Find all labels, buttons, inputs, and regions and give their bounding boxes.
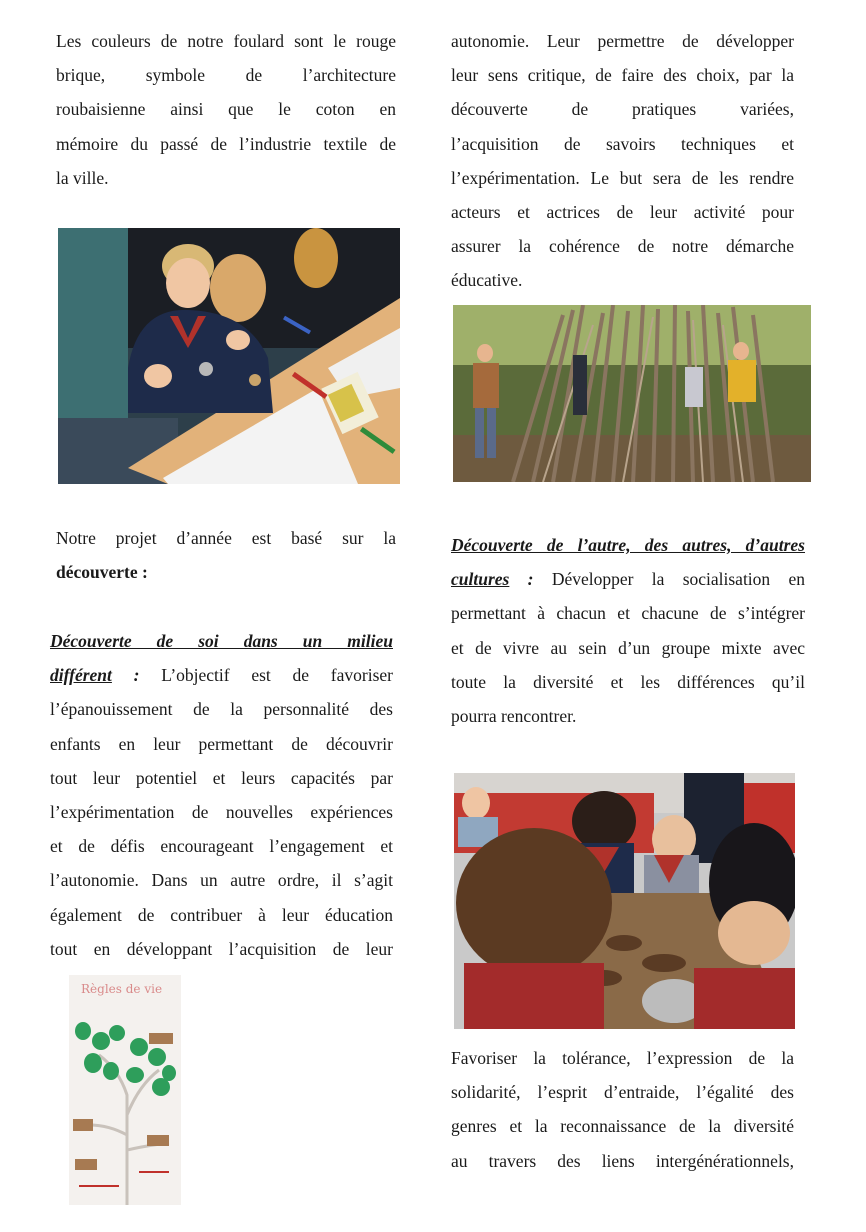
project-intro-paragraph bbox=[56, 521, 396, 589]
others-discovery-heading-cont: cultures bbox=[451, 569, 510, 590]
text-line: Développer la socialisation en bbox=[551, 569, 805, 590]
text-line: pourra rencontrer. bbox=[451, 706, 577, 727]
tolerance-paragraph bbox=[451, 1041, 794, 1178]
text-line: Les couleurs de notre foulard sont le rouge bbox=[56, 31, 396, 51]
text-line: également de contribuer à leur éducation bbox=[50, 904, 393, 925]
poster-title: Règles de vie bbox=[81, 982, 163, 996]
text-line: tout leur potentiel et leurs capacités par bbox=[50, 767, 393, 788]
text-line: L’objectif est de favoriser bbox=[161, 665, 393, 686]
others-discovery-section bbox=[451, 528, 805, 733]
photo-stick-hut-forest-image bbox=[453, 305, 811, 482]
autonomy-paragraph bbox=[451, 24, 794, 298]
text-line: Favoriser la tolérance, l’expression de la bbox=[451, 1048, 794, 1068]
text-line: solidarité, l’esprit d’entraide, l’égalité des bbox=[451, 1082, 794, 1103]
self-discovery-heading-cont: différent bbox=[50, 665, 112, 686]
others-discovery-heading: Découverte de l’autre, des autres, d’autres bbox=[451, 535, 805, 555]
photo-scout-boy-at-table bbox=[58, 228, 400, 484]
text-line: l’expérimentation de nouvelles expériences bbox=[50, 802, 393, 823]
discovery-keyword: découverte : bbox=[56, 562, 148, 583]
text-line: l’autonomie. Dans un autre ordre, il s’agit bbox=[50, 870, 393, 891]
text-line: permettant à chacun et chacune de s’intégrer bbox=[451, 603, 805, 624]
text-line: toute la diversité et les différences qu’il bbox=[451, 671, 805, 692]
photo-stick-hut-forest bbox=[453, 305, 811, 482]
heading-colon: : bbox=[509, 569, 534, 590]
heading-colon: : bbox=[111, 665, 140, 686]
photo-handprint-tree-poster bbox=[69, 975, 181, 1205]
text-line: brique, symbole de l’architecture bbox=[56, 65, 396, 86]
photo-children-group-activity-image bbox=[454, 773, 795, 1029]
text-line: l’épanouissement de la personnalité des bbox=[50, 699, 393, 720]
text-line: mémoire du passé de l’industrie textile de bbox=[56, 133, 396, 154]
text-line: acteurs et actrices de leur activité pour bbox=[451, 202, 794, 223]
text-line: leur sens critique, de faire des choix, par la bbox=[451, 65, 794, 86]
photo-children-group-activity bbox=[454, 773, 795, 1029]
text-line: tout en développant l’acquisition de leur bbox=[50, 938, 393, 959]
self-discovery-section bbox=[50, 624, 393, 966]
text-line: roubaisienne ainsi que le coton en bbox=[56, 99, 396, 120]
text-line: assurer la cohérence de notre démarche bbox=[451, 236, 794, 257]
photo-handprint-tree-poster-image bbox=[69, 975, 181, 1205]
text-line: l’expérimentation. Le but sera de les rendre bbox=[451, 167, 794, 188]
photo-scout-boy-at-table-image bbox=[58, 228, 400, 484]
scarf-colors-paragraph bbox=[56, 24, 396, 195]
text-line: la ville. bbox=[56, 167, 109, 188]
text-line: et de vivre au sein d’un groupe mixte avec bbox=[451, 637, 805, 658]
text-line: l’acquisition de savoirs techniques et bbox=[451, 133, 794, 154]
text-line: autonomie. Leur permettre de développer bbox=[451, 31, 794, 51]
text-line: découverte de pratiques variées, bbox=[451, 99, 794, 120]
text-line: genres et la reconnaissance de la diversité bbox=[451, 1116, 794, 1137]
text-line: au travers des liens intergénérationnels, bbox=[451, 1150, 794, 1171]
text-line: éducative. bbox=[451, 270, 523, 291]
text-line: Notre projet d’année est basé sur la bbox=[56, 528, 396, 548]
text-line: enfants en leur permettant de découvrir bbox=[50, 733, 393, 754]
self-discovery-heading: Découverte de soi dans un milieu bbox=[50, 631, 393, 651]
text-line: et de défis encourageant l’engagement et bbox=[50, 836, 393, 857]
